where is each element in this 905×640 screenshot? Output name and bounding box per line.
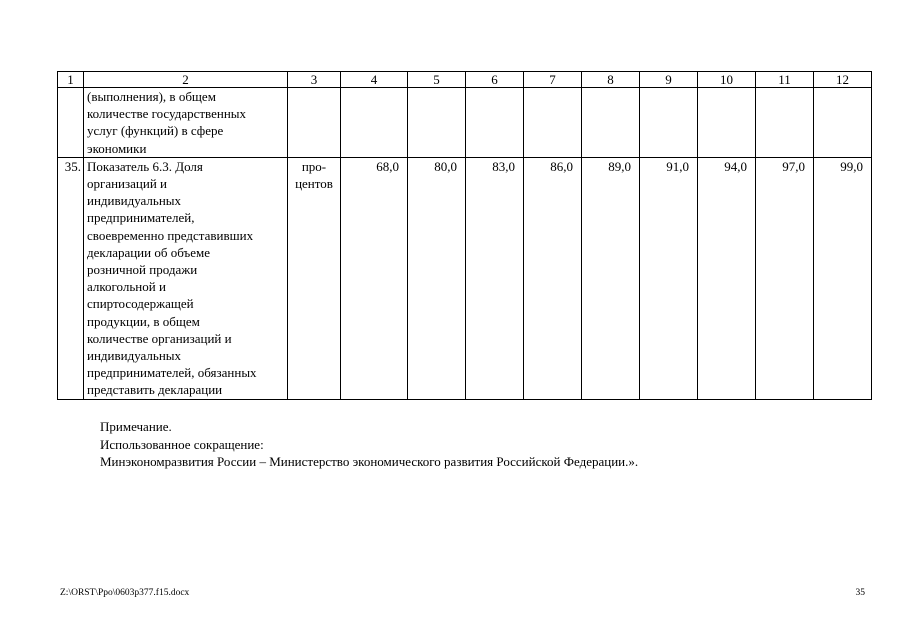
indicators-table bbox=[57, 71, 872, 400]
value-cell bbox=[640, 88, 698, 158]
table-row-35 bbox=[58, 157, 872, 399]
column-number-2: 2 bbox=[84, 72, 288, 88]
value-cell bbox=[814, 88, 872, 158]
note-heading: Примечание. bbox=[100, 419, 172, 434]
column-number-11: 11 bbox=[756, 72, 814, 88]
indicator-name-cell: Показатель 6.3. Доля организаций и индивидуальных предпринимателей, своевременно представивших декларации об объеме розничной продажи алкогольной и спиртосодержащей продукции, в общем количестве организаций и индивидуальных предпринимателей, обязанных представить декларации bbox=[84, 157, 288, 399]
row-number-cell: 35. bbox=[58, 157, 84, 399]
value-cell-10: 94,0 bbox=[698, 157, 756, 399]
value-cell-5: 80,0 bbox=[408, 157, 466, 399]
value-cell bbox=[756, 88, 814, 158]
column-number-8: 8 bbox=[582, 72, 640, 88]
column-number-1: 1 bbox=[58, 72, 84, 88]
unit-cell bbox=[288, 88, 341, 158]
value-cell bbox=[341, 88, 408, 158]
column-number-6: 6 bbox=[466, 72, 524, 88]
value-cell bbox=[408, 88, 466, 158]
column-number-10: 10 bbox=[698, 72, 756, 88]
column-number-9: 9 bbox=[640, 72, 698, 88]
value-cell-9: 91,0 bbox=[640, 157, 698, 399]
column-number-12: 12 bbox=[814, 72, 872, 88]
value-cell-4: 68,0 bbox=[341, 157, 408, 399]
column-number-7: 7 bbox=[524, 72, 582, 88]
footer-file-path: Z:\ORST\Ppo\0603p377.f15.docx bbox=[60, 588, 190, 598]
notes-block bbox=[100, 418, 638, 471]
value-cell-11: 97,0 bbox=[756, 157, 814, 399]
value-cell bbox=[466, 88, 524, 158]
column-number-4: 4 bbox=[341, 72, 408, 88]
value-cell-7: 86,0 bbox=[524, 157, 582, 399]
value-cell bbox=[524, 88, 582, 158]
value-cell bbox=[582, 88, 640, 158]
value-cell-8: 89,0 bbox=[582, 157, 640, 399]
unit-cell: про- центов bbox=[288, 157, 341, 399]
note-abbreviation-text: Минэкономразвития России – Министерство экономического развития Российской Федерации.». bbox=[100, 454, 639, 469]
value-cell-12: 99,0 bbox=[814, 157, 872, 399]
value-cell-6: 83,0 bbox=[466, 157, 524, 399]
note-abbreviation-label: Использованное сокращение: bbox=[100, 436, 264, 452]
indicator-name-cell: (выполнения), в общем количестве государственных услуг (функций) в сфере экономики bbox=[84, 88, 288, 158]
table-row-continuation bbox=[58, 88, 872, 158]
column-number-3: 3 bbox=[288, 72, 341, 88]
row-number-cell bbox=[58, 88, 84, 158]
value-cell bbox=[698, 88, 756, 158]
table-header-row bbox=[58, 72, 872, 88]
column-number-5: 5 bbox=[408, 72, 466, 88]
footer-page-number: 35 bbox=[855, 588, 865, 598]
